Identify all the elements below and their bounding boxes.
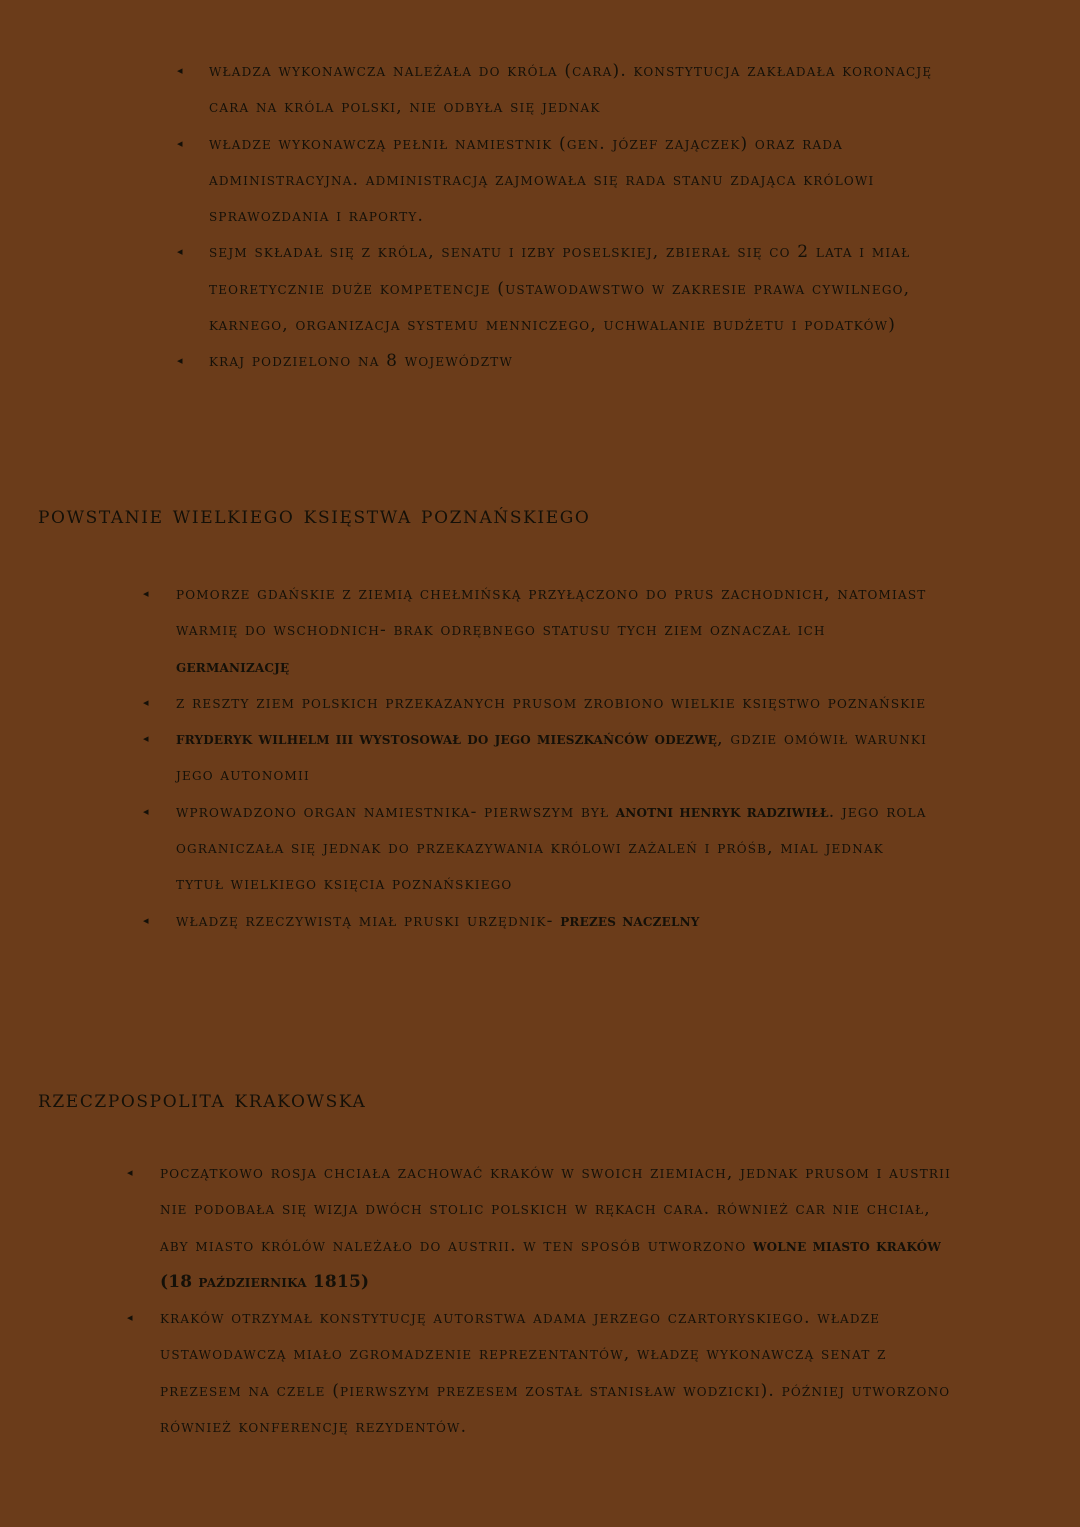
list-item — [143, 721, 936, 794]
section-2-list — [143, 576, 936, 939]
list-item — [143, 685, 936, 721]
bold-term: anotni henryk radziwiłł — [615, 801, 829, 822]
section-heading: powstanie wielkiego księstwa poznańskiego — [38, 501, 591, 529]
item-text: władzę rzeczywistą miał pruski urzędnik- — [176, 910, 561, 931]
bullet-icon: ◂ — [143, 804, 149, 818]
bullet-icon: ◂ — [127, 1166, 133, 1179]
bullet-icon: ◂ — [143, 732, 149, 746]
item-text: początkowo rosja chciała zachować kraków w swoich ziemiach, jednak prusom i austrii nie podobała się wizja dwóch stolic polskich w rękach cara. również car nie chciał, aby miasto królów należało do austrii. w ten sposób utworzono — [160, 1163, 952, 1256]
list-item — [177, 53, 969, 126]
list-item — [127, 1300, 960, 1445]
item-text: kraków otrzymał konstytucję autorstwa adama jerzego czartoryskiego. władze ustawodawczą miało zgromadzenie reprezentantów, władzę wykonawczą senat z prezesem na czele (pierwszym prezesem został stanisław wodzicki). później utworzono również konferencję rezydentów. — [160, 1308, 951, 1438]
bullet-icon: ◂ — [127, 1311, 133, 1325]
bullet-icon: ◂ — [177, 136, 183, 150]
bold-term: fryderyk wilhelm iii wystosował do jego mieszkańców odezwę — [176, 729, 718, 750]
bold-term: prezes naczelny — [560, 910, 700, 931]
section-3-list — [127, 1155, 960, 1445]
item-text: władza wykonawcza należała do króla (cara). konstytucja zakładała koronację cara na króla polski, nie odbyła się jednak — [209, 61, 933, 118]
item-text: władze wykonawczą pełnił namiestnik (gen. józef zajączek) oraz rada administracyjna. administracją zajmowała się rada stanu zdająca królowi sprawozdania i raporty. — [209, 133, 875, 227]
section-heading: rzeczpospolita krakowska — [38, 1085, 367, 1113]
bullet-icon: ◂ — [177, 64, 183, 77]
item-text: z reszty ziem polskich przekazanych prusom zrobiono wielkie księstwo poznańskie — [176, 692, 927, 713]
item-text: pomorze gdańskie z ziemią chełmińską przyłączono do prus zachodnich, natomiast warmię do wschodnich- brak odrębnego statusu tych ziem oznaczał ich — [176, 584, 927, 641]
list-item — [143, 794, 936, 903]
item-text: , gdzie omówił warunki jego autonomii — [176, 729, 928, 786]
list-item — [177, 343, 969, 379]
list-item — [127, 1155, 960, 1300]
bullet-icon: ◂ — [143, 695, 149, 709]
list-item — [177, 234, 969, 343]
section-1-list — [177, 53, 969, 380]
bullet-icon: ◂ — [143, 587, 149, 600]
list-item — [143, 903, 936, 939]
bullet-icon: ◂ — [177, 245, 183, 259]
item-text: kraj podzielono na 8 województw — [209, 351, 514, 372]
list-item — [143, 576, 936, 685]
item-text: wprowadzono organ namiestnika- pierwszym był — [176, 801, 616, 822]
bold-term: germanizację — [176, 656, 290, 677]
bullet-icon: ◂ — [177, 354, 183, 368]
item-text: . jego rola ograniczała się jednak do przekazywania królowi zażaleń i próśb, mial jednak tytuł wielkiego księcia poznańskiego — [176, 801, 927, 895]
bullet-icon: ◂ — [143, 913, 149, 927]
bold-term: wolne miasto kraków (18 października 1815) — [160, 1235, 942, 1292]
list-item — [177, 126, 969, 235]
item-text: sejm składał się z króla, senatu i izby poselskiej, zbierał się co 2 lata i miał teoretycznie duże kompetencje (ustawodawstwo w zakresie prawa cywilnego, karnego, organizacja systemu menniczego, uchwalanie budżetu i podatków) — [209, 242, 911, 336]
